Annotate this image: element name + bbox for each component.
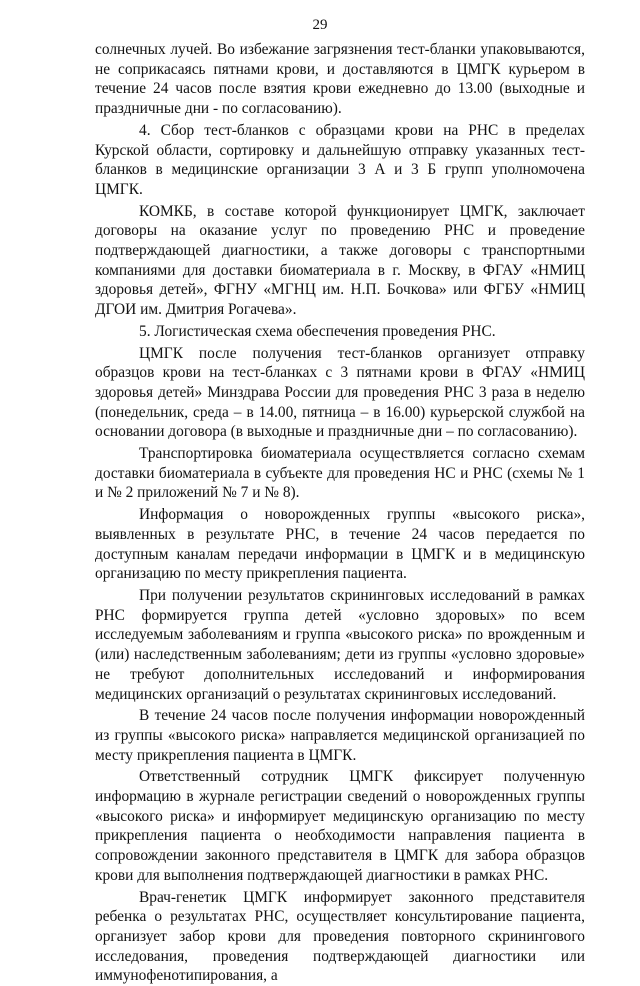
paragraph-6: Транспортировка биоматериала осуществляется согласно схемам доставки биоматериала в субъекте для проведения НС и РНС (схемы № 1 и № 2 приложений № 7 и № 8). (95, 445, 585, 502)
page-number: 29 (312, 17, 328, 33)
paragraph-2: 4. Сбор тест-бланков с образцами крови на РНС в пределах Курской области, сортировку и дальнейшую отправку указанных тест-бланков в медицинские организации 3 А и 3 Б групп уполномочена ЦМГК. (95, 121, 585, 198)
paragraph-5: ЦМГК после получения тест-бланков организует отправку образцов крови на тест-бланках с 3 пятнами крови в ФГАУ «НМИЦ здоровья детей» Минздрава России для проведения РНС 3 раза в неделю (понедельник, среда – в 14.00, пятница – в 16.00) курьерской службой на основании договора (в выходные и праздничные дни – по согласованию). (95, 344, 585, 441)
paragraph-10: Ответственный сотрудник ЦМГК фиксирует полученную информацию в журнале регистрации сведений о новорожденных группы «высокого риска» и информирует медицинскую организацию по месту прикрепления пациента о необходимости направления пациента в сопровождении законного представителя в ЦМГК для забора образцов крови для выполнения подтверждающей диагностики в рамках РНС. (95, 768, 585, 884)
paragraph-9: В течение 24 часов после получения информации новорожденный из группы «высокого риска» направляется медицинской организацией по месту прикрепления пациента в ЦМГК. (95, 707, 585, 764)
paragraph-8: При получении результатов скрининговых исследований в рамках РНС формируется группа детей «условно здоровых» по всем исследуемым заболеваниям и группа «высокого риска» по врожденным и (или) наследственным заболеваниям; дети из группы «условно здоровые» не требуют дополнительных исследований и информирования медицинских организаций о результатах скрининговых исследований. (95, 586, 585, 703)
paragraph-7: Информация о новорожденных группы «высокого риска», выявленных в результате РНС, в течение 24 часов передается по доступным каналам передачи информации в ЦМГК и в медицинскую организацию по месту прикрепления пациента. (95, 506, 585, 583)
paragraph-1: солнечных лучей. Во избежание загрязнения тест-бланки упаковываются, не соприкасаясь пятнами крови, и доставляются в ЦМГК курьером в течение 24 часов после взятия крови ежедневно до 13.00 (выходные и праздничные дни - по согласованию). (95, 41, 585, 118)
paragraph-4: 5. Логистическая схема обеспечения проведения РНС. (139, 322, 496, 340)
document-body (95, 40, 585, 986)
paragraph-11: Врач-генетик ЦМГК информирует законного представителя ребенка о результатах РНС, осуществляет консультирование пациента, организует забор крови для проведения повторного скринингового исследования, проведения подтверждающей диагностики или иммунофенотипирования, а (95, 888, 585, 985)
paragraph-3: КОМКБ, в составе которой функционирует ЦМГК, заключает договоры на оказание услуг по проведению РНС и проведение подтверждающей диагностики, а также договоры с транспортными компаниями для доставки биоматериала в г. Москву, в ФГАУ «НМИЦ здоровья детей», ФГНУ «МГНЦ им. Н.П. Бочкова» или ФГБУ «НМИЦ ДГОИ им. Дмитрия Рогачева». (95, 202, 585, 319)
